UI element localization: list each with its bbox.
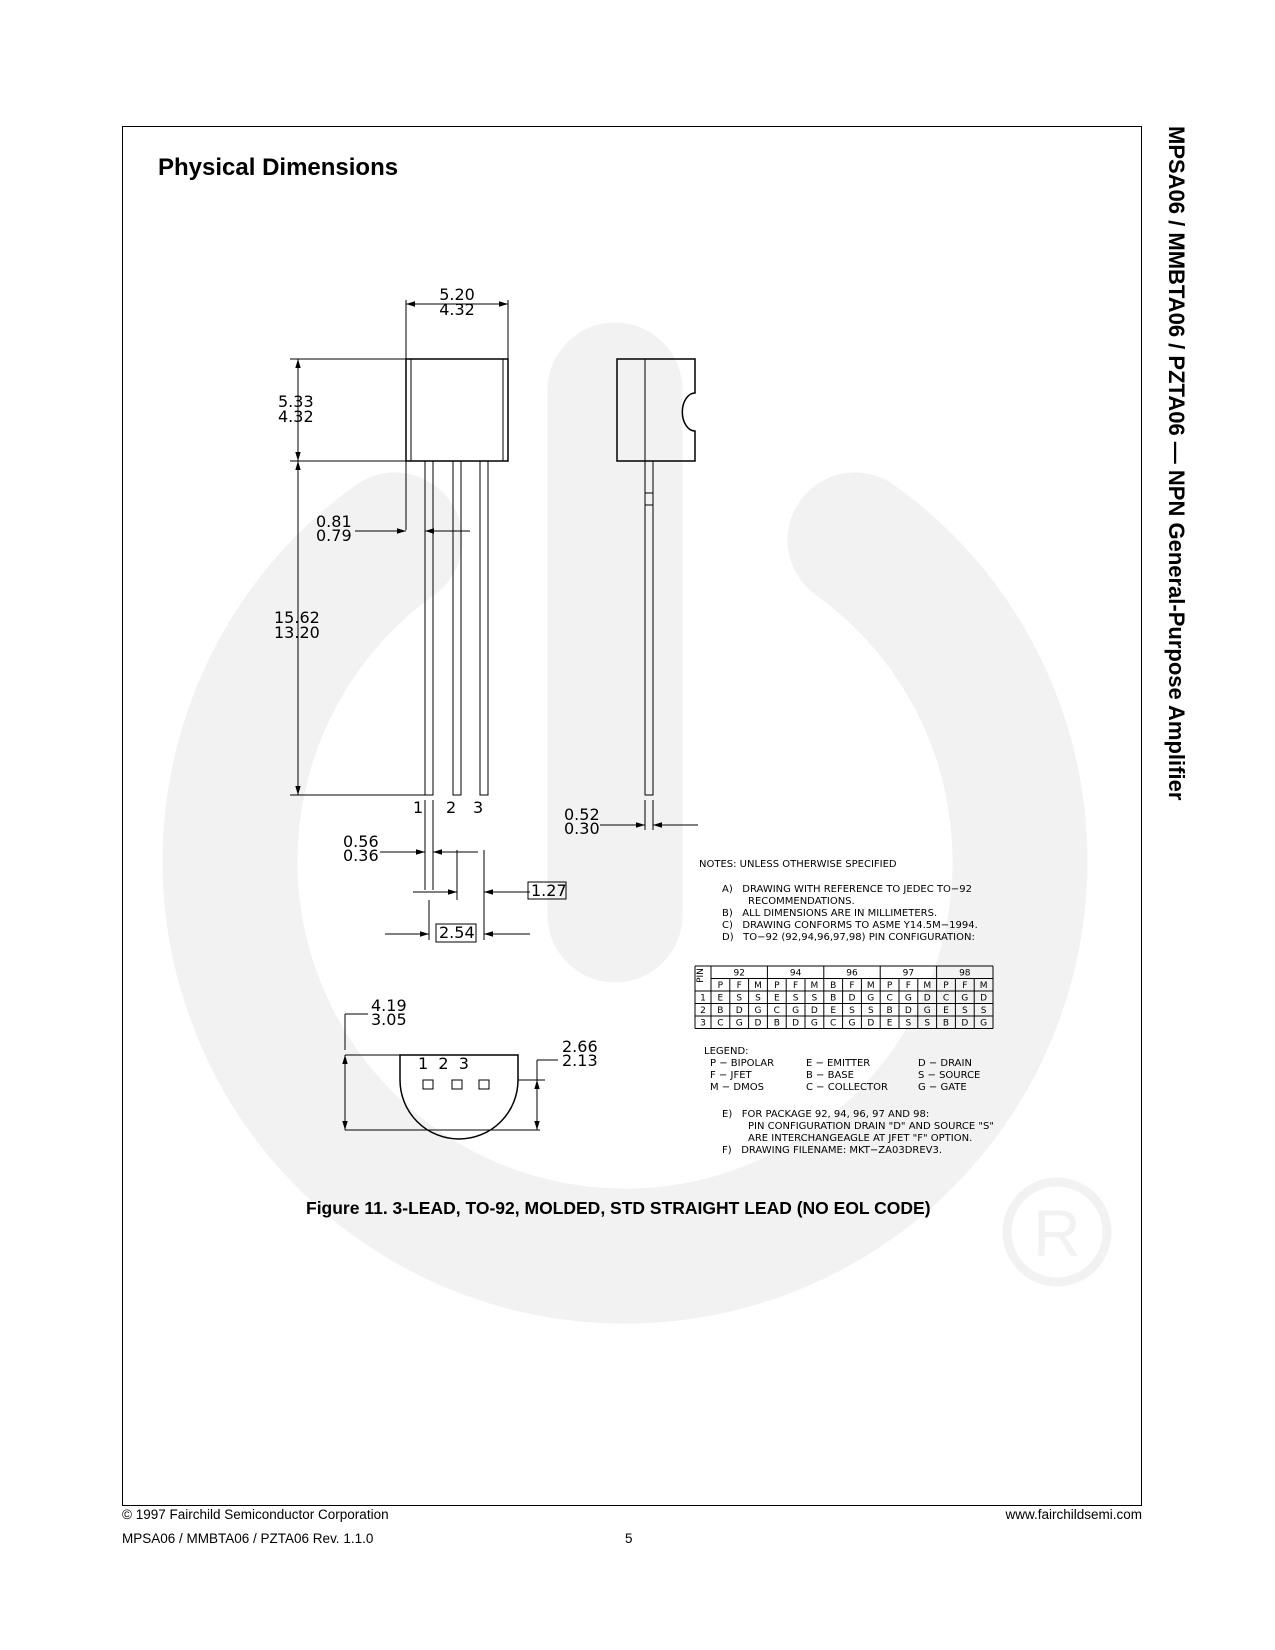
table-type-cell: P bbox=[886, 981, 893, 991]
table-cell: D bbox=[923, 993, 931, 1004]
dim-pin-2: 2 bbox=[446, 798, 457, 817]
dim-body-width-min: 4.32 bbox=[439, 300, 475, 319]
table-type-cell: P bbox=[943, 981, 949, 991]
table-type-cell: F bbox=[905, 981, 911, 991]
dim-flat-offset-min: 3.05 bbox=[371, 1010, 407, 1029]
table-type-cell: M bbox=[923, 981, 932, 991]
dim-lead-thickness-max: 0.52 bbox=[564, 805, 600, 824]
table-cell: G bbox=[848, 1018, 856, 1029]
table-cell: C bbox=[886, 993, 893, 1004]
pin-configuration-table bbox=[695, 966, 993, 1029]
table-type-cell: M bbox=[866, 981, 875, 991]
table-cell: S bbox=[849, 1006, 855, 1016]
dim-bottom-height-min: 2.13 bbox=[562, 1051, 598, 1070]
table-package-96: 96 bbox=[846, 968, 858, 979]
dim-pin-1: 1 bbox=[413, 798, 424, 817]
table-cell: D bbox=[848, 993, 856, 1004]
legend-col3-1: S − SOURCE bbox=[918, 1070, 981, 1081]
legend-col2-0: E − EMITTER bbox=[806, 1058, 871, 1069]
dim-body-height-min: 4.32 bbox=[278, 407, 314, 426]
table-cell: B bbox=[773, 1018, 780, 1029]
package-body-side bbox=[617, 359, 695, 461]
dim-bottom-height-max: 2.66 bbox=[562, 1037, 598, 1056]
table-type-cell: P bbox=[774, 981, 780, 991]
table-cell: D bbox=[754, 1018, 762, 1029]
figure-caption: Figure 11. 3-LEAD, TO-92, MOLDED, STD STRAIGHT LEAD (NO EOL CODE) bbox=[306, 1198, 931, 1218]
dim-lead-length-min: 13.20 bbox=[274, 623, 320, 642]
table-cell: D bbox=[810, 1006, 818, 1016]
table-cell: G bbox=[904, 993, 912, 1004]
table-cell: B bbox=[717, 1006, 724, 1016]
dim-body-width-max: 5.20 bbox=[439, 285, 475, 304]
lead-1 bbox=[425, 461, 433, 795]
table-cell: B bbox=[830, 993, 837, 1004]
table-pin-1: 1 bbox=[700, 993, 706, 1004]
table-package-98: 98 bbox=[959, 968, 971, 979]
table-cell: E bbox=[773, 993, 780, 1004]
dim-body-height-max: 5.33 bbox=[278, 392, 314, 411]
note-d: D) TO−92 (92,94,96,97,98) PIN CONFIGURATION: bbox=[722, 932, 975, 943]
table-cell: C bbox=[942, 993, 950, 1004]
note-e-line2: PIN CONFIGURATION DRAIN "D" AND SOURCE "S" bbox=[748, 1121, 994, 1132]
legend-title: LEGEND: bbox=[704, 1046, 749, 1057]
table-cell: G bbox=[792, 1006, 800, 1016]
legend-col3-0: D − DRAIN bbox=[918, 1058, 972, 1069]
legend-col3-2: G − GATE bbox=[918, 1082, 967, 1093]
side-title-text: MPSA06 / MMBTA06 / PZTA06 — NPN General-Purpose Amplifier bbox=[1164, 126, 1189, 801]
package-body-front bbox=[406, 359, 508, 461]
footer-copyright: © 1997 Fairchild Semiconductor Corporation bbox=[122, 1507, 389, 1522]
dim-lead-width-min: 0.36 bbox=[343, 846, 379, 865]
table-cell: C bbox=[773, 1006, 780, 1016]
note-c: C) DRAWING CONFORMS TO ASME Y14.5M−1994. bbox=[722, 920, 978, 931]
dim-lead-length-max: 15.62 bbox=[274, 608, 320, 627]
table-cell: D bbox=[980, 993, 988, 1004]
table-type-cell: P bbox=[717, 981, 724, 991]
table-cell: D bbox=[904, 1006, 912, 1016]
table-cell: D bbox=[961, 1018, 969, 1029]
dim-bottom-pin-numbers: 1 2 3 bbox=[418, 1054, 469, 1073]
table-cell: D bbox=[792, 1018, 800, 1029]
table-cell: G bbox=[923, 1006, 931, 1016]
table-pin-header: PIN bbox=[696, 968, 706, 983]
table-type-cell: F bbox=[793, 981, 799, 991]
table-pin-2: 2 bbox=[700, 1006, 706, 1016]
table-type-cell: M bbox=[754, 981, 762, 991]
table-package-94: 94 bbox=[789, 968, 802, 979]
dim-lead-pitch: 1.27 bbox=[531, 881, 567, 900]
dim-flat-offset-max: 4.19 bbox=[371, 996, 407, 1015]
legend-col1-0: P − BIPOLAR bbox=[710, 1058, 775, 1069]
note-b: B) ALL DIMENSIONS ARE IN MILLIMETERS. bbox=[722, 908, 938, 919]
table-cell: G bbox=[810, 1018, 818, 1029]
legend-col1-1: F − JFET bbox=[710, 1070, 752, 1081]
footer-revision: MPSA06 / MMBTA06 / PZTA06 Rev. 1.1.0 bbox=[122, 1531, 374, 1546]
table-package-97: 97 bbox=[902, 968, 915, 979]
table-type-cell: F bbox=[736, 981, 742, 991]
table-cell: E bbox=[886, 1018, 893, 1029]
footer-page-number: 5 bbox=[625, 1531, 633, 1546]
table-cell: G bbox=[961, 993, 969, 1004]
legend-col2-1: B − BASE bbox=[806, 1070, 854, 1081]
svg-text:R: R bbox=[1033, 1196, 1081, 1270]
table-cell: E bbox=[830, 1006, 837, 1016]
note-e-line3: ARE INTERCHANGEAGLE AT JFET "F" OPTION. bbox=[748, 1133, 973, 1144]
table-cell: S bbox=[924, 1018, 931, 1029]
table-cell: S bbox=[867, 1006, 874, 1016]
legend-col2-2: C − COLLECTOR bbox=[806, 1082, 888, 1093]
legend-col1-2: M − DMOS bbox=[710, 1082, 764, 1093]
table-type-cell: B bbox=[830, 981, 837, 991]
side-lead bbox=[645, 461, 653, 795]
table-cell: S bbox=[811, 993, 818, 1004]
note-a-line1: A) DRAWING WITH REFERENCE TO JEDEC TO−92 bbox=[722, 884, 972, 895]
dim-lead-thickness-min: 0.30 bbox=[564, 819, 600, 838]
table-cell: S bbox=[980, 1006, 987, 1016]
table-cell: B bbox=[942, 1018, 950, 1029]
table-cell: S bbox=[905, 1018, 912, 1029]
table-cell: D bbox=[867, 1018, 875, 1029]
table-type-cell: M bbox=[810, 981, 819, 991]
footer-website: www.fairchildsemi.com bbox=[1005, 1507, 1142, 1522]
table-cell: G bbox=[867, 993, 875, 1004]
note-a-line2: RECOMMENDATIONS. bbox=[748, 896, 855, 907]
lead-3 bbox=[480, 461, 488, 795]
table-type-cell: F bbox=[849, 981, 855, 991]
dim-lead-offset-max: 0.81 bbox=[316, 512, 352, 531]
bottom-pin-2 bbox=[452, 1080, 462, 1089]
table-package-92: 92 bbox=[733, 968, 745, 979]
table-cell: E bbox=[717, 993, 724, 1004]
note-f: F) DRAWING FILENAME: MKT−ZA03DREV3. bbox=[722, 1145, 943, 1156]
table-cell: C bbox=[830, 1018, 837, 1029]
dim-lead-span: 2.54 bbox=[439, 923, 475, 942]
table-cell: G bbox=[980, 1018, 988, 1029]
table-cell: G bbox=[735, 1018, 743, 1029]
bottom-pin-3 bbox=[479, 1080, 489, 1089]
table-cell: B bbox=[886, 1006, 893, 1016]
notes-header: NOTES: UNLESS OTHERWISE SPECIFIED bbox=[699, 859, 897, 870]
lead-2 bbox=[453, 461, 461, 795]
table-type-cell: M bbox=[979, 981, 988, 991]
table-cell: D bbox=[735, 1006, 743, 1016]
table-cell: C bbox=[717, 1018, 724, 1029]
table-cell: S bbox=[961, 1006, 968, 1016]
table-type-cell: F bbox=[962, 981, 968, 991]
table-cell: S bbox=[755, 993, 761, 1004]
table-cell: S bbox=[792, 993, 799, 1004]
table-pin-3: 3 bbox=[700, 1018, 706, 1029]
note-e-line1: E) FOR PACKAGE 92, 94, 96, 97 AND 98: bbox=[722, 1109, 930, 1120]
dim-lead-width-max: 0.56 bbox=[343, 832, 379, 851]
table-cell: E bbox=[943, 1006, 949, 1016]
table-cell: S bbox=[736, 993, 743, 1004]
section-title: Physical Dimensions bbox=[158, 154, 399, 181]
bottom-pin-1 bbox=[423, 1080, 433, 1089]
dim-pin-3: 3 bbox=[473, 798, 484, 817]
dim-lead-offset-min: 0.79 bbox=[316, 526, 352, 545]
table-cell: G bbox=[754, 1006, 762, 1016]
